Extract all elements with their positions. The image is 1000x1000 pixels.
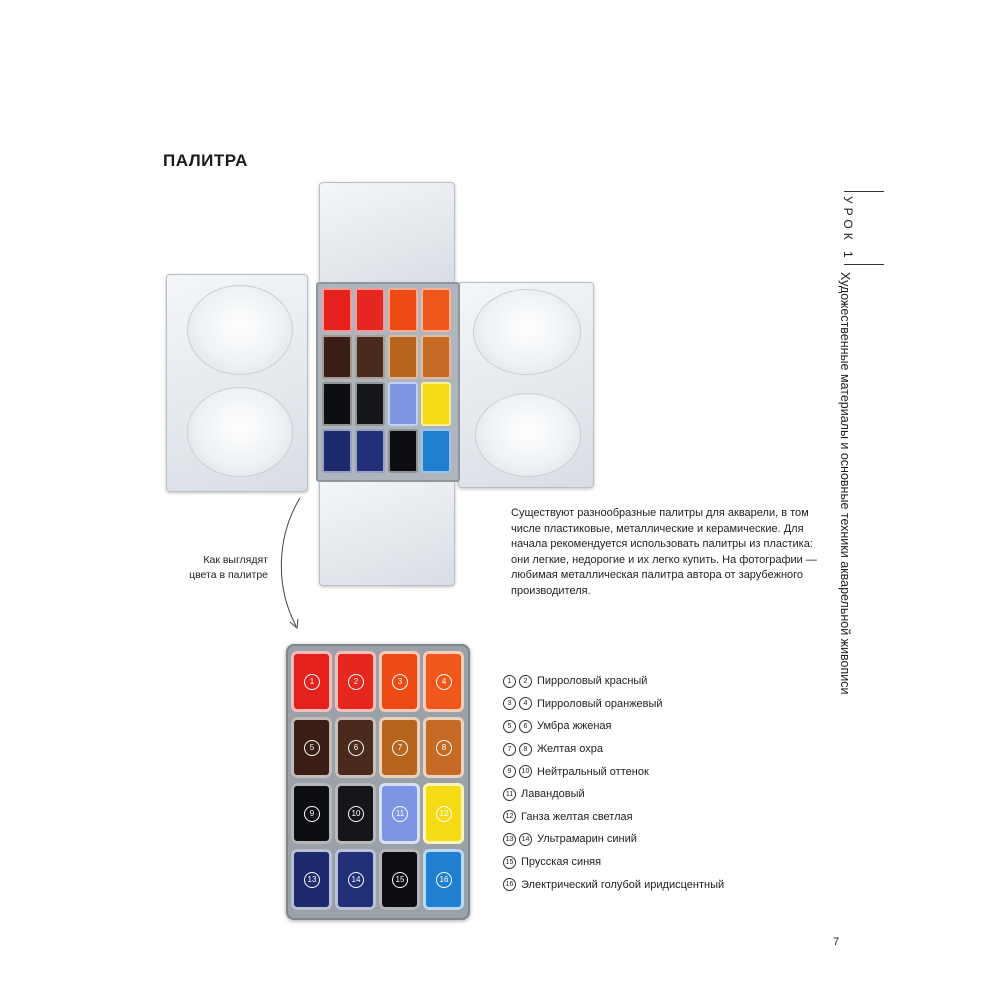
color-legend <box>503 670 823 896</box>
paint-pan-3 <box>379 651 420 712</box>
mixing-well <box>475 393 581 477</box>
palette-tray <box>316 282 460 482</box>
paint-pan-9 <box>291 783 332 844</box>
legend-label: Пирроловый оранжевый <box>537 697 663 710</box>
paint-pan <box>388 288 418 332</box>
paint-pan-11 <box>379 783 420 844</box>
page-title: ПАЛИТРА <box>163 151 248 170</box>
legend-number-circle: 3 <box>503 697 516 710</box>
legend-item <box>503 873 823 896</box>
paint-pan-10 <box>335 783 376 844</box>
pan-number-badge: 8 <box>436 740 452 756</box>
pan-number-badge: 12 <box>436 806 452 822</box>
legend-number-circle: 5 <box>503 720 516 733</box>
paint-pan <box>322 382 352 426</box>
pan-number-badge: 16 <box>436 872 452 888</box>
pan-number-badge: 1 <box>304 674 320 690</box>
paint-pan-2 <box>335 651 376 712</box>
legend-item <box>503 738 823 761</box>
legend-label: Лавандовый <box>521 788 585 801</box>
legend-item <box>503 851 823 874</box>
legend-label: Электрический голубой иридисцентный <box>521 878 725 891</box>
legend-number-circle: 11 <box>503 788 516 801</box>
legend-label: Пирроловый красный <box>537 675 648 688</box>
pan-number-badge: 14 <box>348 872 364 888</box>
pan-number-badge: 3 <box>392 674 408 690</box>
legend-item <box>503 783 823 806</box>
palette-bottom-lid <box>319 478 455 586</box>
mixing-well <box>473 289 581 375</box>
pan-number-badge: 2 <box>348 674 364 690</box>
paint-pan <box>421 288 451 332</box>
body-paragraph: Существуют разнообразные палитры для акварели, в том числе пластиковые, металлические и керамические. Для начала рекомендуется использовать палитры из пластика: они легкие, недорогие и их легко купить. На фотографии — любимая металлическая палитра автора от зарубежного производителя. <box>511 507 817 597</box>
legend-number-circle: 12 <box>503 810 516 823</box>
photo-caption <box>178 553 268 583</box>
legend-number-circle: 13 <box>503 833 516 846</box>
pan-number-badge: 4 <box>436 674 452 690</box>
paint-pan <box>322 429 352 473</box>
legend-item <box>503 715 823 738</box>
paint-pan <box>355 288 385 332</box>
legend-number-circle: 2 <box>519 675 532 688</box>
paint-pan <box>388 429 418 473</box>
paint-pan-4 <box>423 651 464 712</box>
side-chapter-title: Художественные материалы и основные техники акварельной живописи <box>838 272 852 695</box>
paint-pan-12 <box>423 783 464 844</box>
paint-pan <box>421 429 451 473</box>
enlarged-palette-tray <box>286 644 470 920</box>
legend-label: Умбра жженая <box>537 720 612 733</box>
caption-line: цвета в палитре <box>189 569 268 581</box>
paint-pan <box>355 382 385 426</box>
legend-number-circle: 15 <box>503 856 516 869</box>
palette-right-lid <box>458 282 594 488</box>
legend-number-circle: 4 <box>519 697 532 710</box>
pan-number-badge: 15 <box>392 872 408 888</box>
mixing-well <box>187 285 293 375</box>
legend-number-circle: 10 <box>519 765 532 778</box>
page-number: 7 <box>833 936 840 948</box>
pan-number-badge: 10 <box>348 806 364 822</box>
paint-pan <box>388 382 418 426</box>
legend-label: Ультрамарин синий <box>537 833 637 846</box>
mixing-well <box>187 387 293 477</box>
pan-number-badge: 5 <box>304 740 320 756</box>
side-rule-top <box>844 191 884 192</box>
pan-number-badge: 6 <box>348 740 364 756</box>
paint-pan-13 <box>291 849 332 910</box>
legend-number-circle: 8 <box>519 743 532 756</box>
paint-pan <box>421 335 451 379</box>
legend-number-circle: 1 <box>503 675 516 688</box>
palette-top-lid <box>319 182 455 284</box>
paint-pan-8 <box>423 717 464 778</box>
legend-item <box>503 760 823 783</box>
legend-item <box>503 828 823 851</box>
legend-label: Желтая охра <box>537 743 603 756</box>
legend-item <box>503 693 823 716</box>
legend-label: Ганза желтая светлая <box>521 810 633 823</box>
pan-number-badge: 9 <box>304 806 320 822</box>
paint-pan-5 <box>291 717 332 778</box>
paint-pan-15 <box>379 849 420 910</box>
paint-pan-16 <box>423 849 464 910</box>
legend-item <box>503 806 823 829</box>
paint-pan <box>355 429 385 473</box>
paint-pan <box>421 382 451 426</box>
legend-number-circle: 7 <box>503 743 516 756</box>
legend-number-circle: 14 <box>519 833 532 846</box>
paint-pan-14 <box>335 849 376 910</box>
legend-number-circle: 16 <box>503 878 516 891</box>
legend-number-circle: 6 <box>519 720 532 733</box>
legend-number-circle: 9 <box>503 765 516 778</box>
paint-pan <box>322 288 352 332</box>
pointer-arrow-icon <box>268 494 308 634</box>
paint-pan-6 <box>335 717 376 778</box>
palette-left-lid <box>166 274 308 492</box>
legend-label: Прусская синяя <box>521 856 602 869</box>
pan-number-badge: 11 <box>392 806 408 822</box>
caption-line: Как выглядят <box>203 554 268 566</box>
pan-number-badge: 13 <box>304 872 320 888</box>
paint-pan-1 <box>291 651 332 712</box>
paint-pan <box>322 335 352 379</box>
side-rule-middle <box>844 264 884 265</box>
paint-pan <box>355 335 385 379</box>
paint-pan <box>388 335 418 379</box>
legend-item <box>503 670 823 693</box>
legend-label: Нейтральный оттенок <box>537 765 649 778</box>
pan-number-badge: 7 <box>392 740 408 756</box>
side-lesson-label: УРОК 1 <box>841 196 855 262</box>
paint-pan-7 <box>379 717 420 778</box>
